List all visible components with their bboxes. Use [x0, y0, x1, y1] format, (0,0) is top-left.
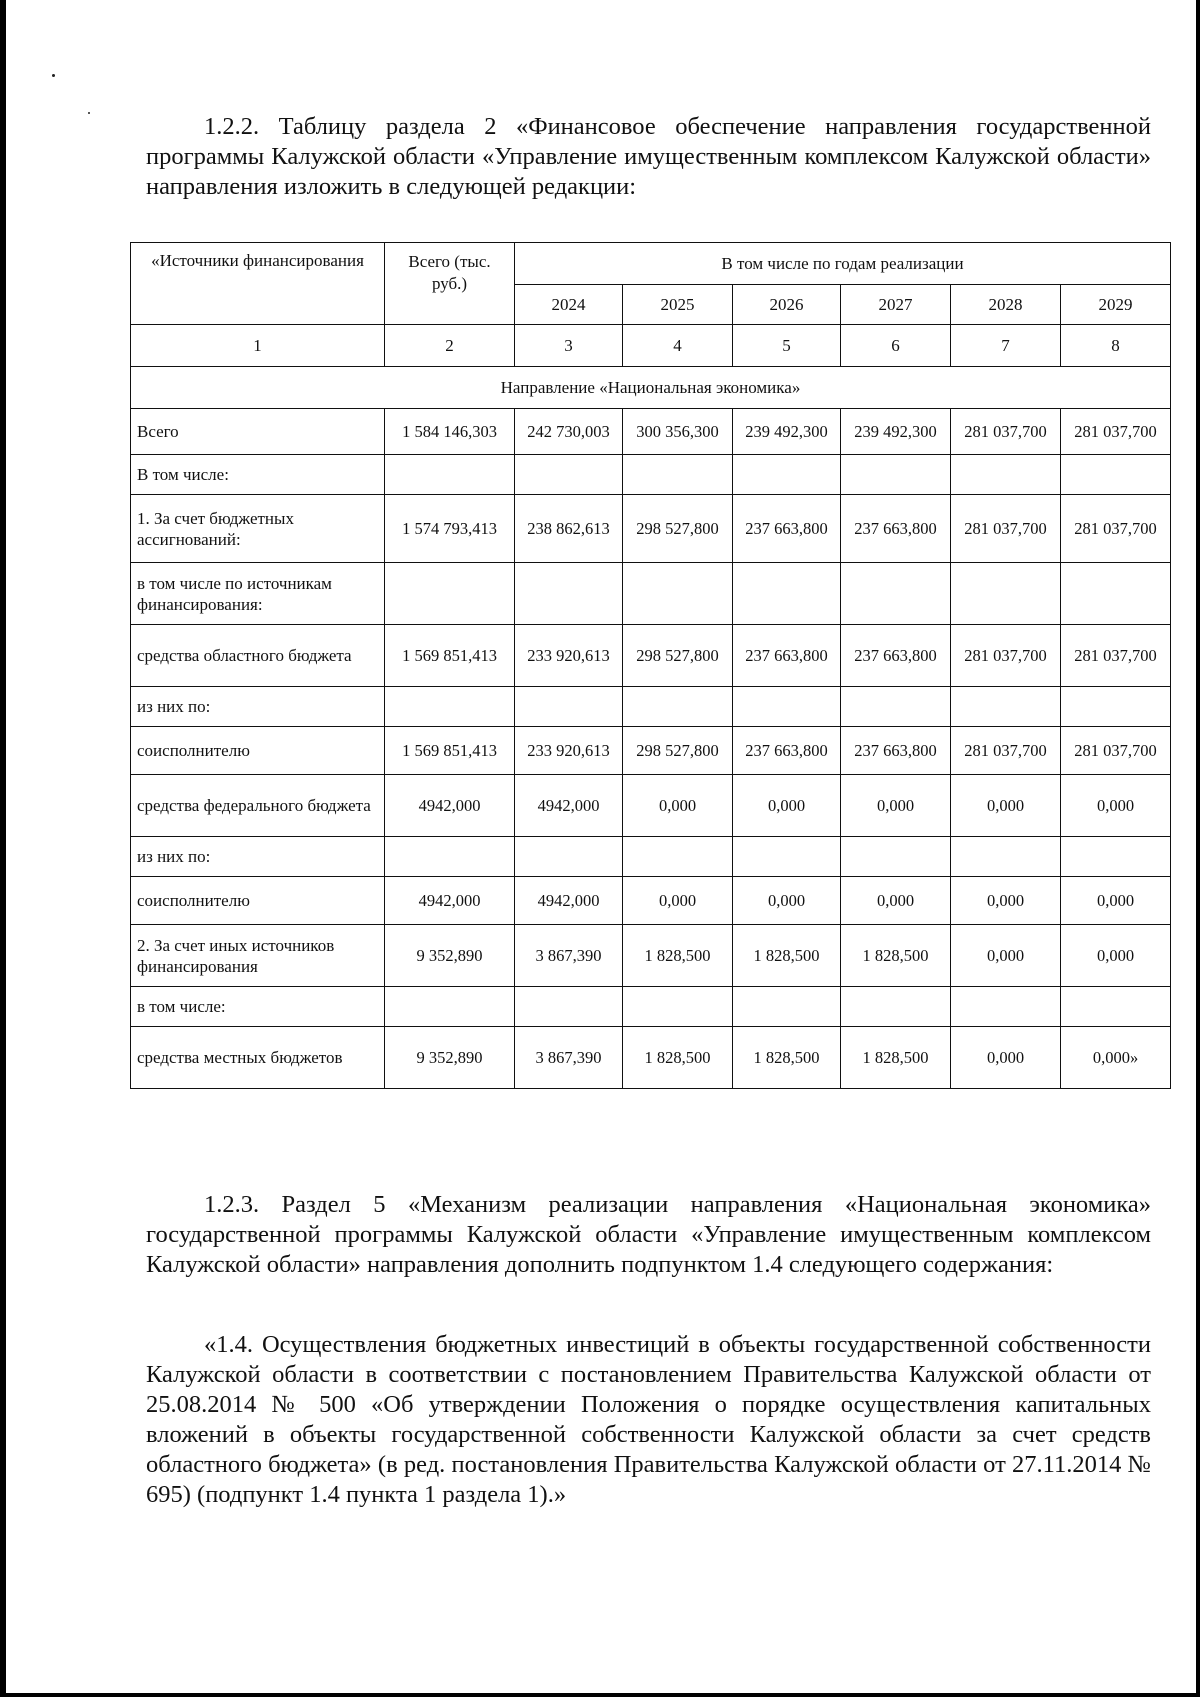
value-cell [733, 687, 841, 727]
value-cell: 237 663,800 [841, 727, 951, 775]
value-cell: 1 828,500 [623, 1027, 733, 1089]
value-cell [733, 837, 841, 877]
value-cell: 281 037,700 [1061, 495, 1171, 563]
scan-speck [88, 112, 90, 114]
value-cell: 4942,000 [385, 775, 515, 837]
column-number: 2 [385, 325, 515, 367]
value-cell: 3 867,390 [515, 925, 623, 987]
value-cell [841, 687, 951, 727]
value-cell [951, 563, 1061, 625]
paragraph-1-2-2: 1.2.2. Таблицу раздела 2 «Финансовое обеспечение направления государственной программы Калужской области «Управление имущественным комплексом Калужской области» направления изложить в следующей редакции: [146, 113, 1151, 200]
value-cell: 281 037,700 [1061, 625, 1171, 687]
value-cell: 0,000 [951, 925, 1061, 987]
year-header: 2028 [951, 285, 1061, 325]
year-header: 2024 [515, 285, 623, 325]
column-number: 1 [131, 325, 385, 367]
column-number: 3 [515, 325, 623, 367]
value-cell [841, 455, 951, 495]
row-label: 1. За счет бюджетных ассигнований: [131, 495, 385, 563]
value-cell [733, 563, 841, 625]
table-row [131, 925, 1171, 987]
value-cell [385, 563, 515, 625]
table-row [131, 625, 1171, 687]
row-label: средства областного бюджета [131, 625, 385, 687]
column-number: 6 [841, 325, 951, 367]
scan-edge-right [1196, 0, 1200, 1697]
scan-edge-left [0, 0, 6, 1697]
row-label: В том числе: [131, 455, 385, 495]
value-cell [841, 837, 951, 877]
table-row [131, 727, 1171, 775]
column-number: 5 [733, 325, 841, 367]
value-cell [951, 455, 1061, 495]
value-cell [515, 837, 623, 877]
value-cell: 281 037,700 [1061, 409, 1171, 455]
value-cell: 0,000» [1061, 1027, 1171, 1089]
row-label: средства федерального бюджета [131, 775, 385, 837]
value-cell: 298 527,800 [623, 625, 733, 687]
value-cell: 0,000 [951, 877, 1061, 925]
table-row [131, 775, 1171, 837]
value-cell: 1 828,500 [623, 925, 733, 987]
row-label: из них по: [131, 837, 385, 877]
column-numbers-row [131, 325, 1171, 367]
value-cell: 239 492,300 [841, 409, 951, 455]
row-label: из них по: [131, 687, 385, 727]
value-cell: 0,000 [623, 877, 733, 925]
value-cell: 237 663,800 [733, 625, 841, 687]
value-cell: 1 569 851,413 [385, 625, 515, 687]
value-cell [385, 687, 515, 727]
value-cell [733, 987, 841, 1027]
value-cell [1061, 455, 1171, 495]
table-row [131, 409, 1171, 455]
value-cell: 9 352,890 [385, 925, 515, 987]
value-cell [385, 987, 515, 1027]
value-cell: 1 574 793,413 [385, 495, 515, 563]
value-cell [515, 563, 623, 625]
value-cell [951, 987, 1061, 1027]
value-cell [623, 455, 733, 495]
row-label: в том числе по источникам финансирования: [131, 563, 385, 625]
value-cell: 281 037,700 [951, 409, 1061, 455]
value-cell: 233 920,613 [515, 727, 623, 775]
value-cell: 3 867,390 [515, 1027, 623, 1089]
column-number: 4 [623, 325, 733, 367]
value-cell [951, 687, 1061, 727]
row-label: соисполнителю [131, 727, 385, 775]
value-cell: 281 037,700 [951, 495, 1061, 563]
value-cell: 233 920,613 [515, 625, 623, 687]
paragraph-1-4-quote: «1.4. Осуществления бюджетных инвестиций в объекты государственной собственности Калужской области в соответствии с постановлением Правительства Калужской области от 25.08.2014 № 500 «Об утверждении Положения о порядке осуществления капитальных вложений в объекты государственной собственности Калужской области за счет средств областного бюджета» (в ред. постановления Правительства Калужской области от 27.11.2014 № 695) (подпункт 1.4 пункта 1 раздела 1).» [146, 1331, 1151, 1508]
value-cell: 237 663,800 [841, 625, 951, 687]
value-cell: 300 356,300 [623, 409, 733, 455]
table-row [131, 687, 1171, 727]
value-cell: 1 828,500 [841, 925, 951, 987]
value-cell: 1 569 851,413 [385, 727, 515, 775]
value-cell: 281 037,700 [951, 625, 1061, 687]
value-cell [1061, 987, 1171, 1027]
table-row [131, 495, 1171, 563]
value-cell: 298 527,800 [623, 495, 733, 563]
value-cell: 237 663,800 [733, 495, 841, 563]
value-cell: 4942,000 [385, 877, 515, 925]
value-cell: 242 730,003 [515, 409, 623, 455]
value-cell [841, 987, 951, 1027]
value-cell: 0,000 [841, 775, 951, 837]
section-title: Направление «Национальная экономика» [131, 367, 1171, 409]
row-label: в том числе: [131, 987, 385, 1027]
value-cell: 238 862,613 [515, 495, 623, 563]
financing-table [130, 242, 1171, 1089]
value-cell: 0,000 [733, 775, 841, 837]
value-cell: 9 352,890 [385, 1027, 515, 1089]
value-cell [623, 987, 733, 1027]
value-cell: 0,000 [733, 877, 841, 925]
value-cell [515, 455, 623, 495]
paragraph-1-2-3: 1.2.3. Раздел 5 «Механизм реализации направления «Национальная экономика» государственной программы Калужской области «Управление имущественным комплексом Калужской области» направления дополнить подпунктом 1.4 следующего содержания: [146, 1191, 1151, 1278]
value-cell [951, 837, 1061, 877]
value-cell: 237 663,800 [841, 495, 951, 563]
value-cell: 0,000 [1061, 877, 1171, 925]
row-label: соисполнителю [131, 877, 385, 925]
value-cell: 1 828,500 [733, 925, 841, 987]
value-cell [515, 687, 623, 727]
value-cell: 298 527,800 [623, 727, 733, 775]
header-total: Всего (тыс. руб.) [385, 243, 515, 325]
value-cell: 1 828,500 [841, 1027, 951, 1089]
table-row [131, 455, 1171, 495]
value-cell: 1 828,500 [733, 1027, 841, 1089]
value-cell: 0,000 [623, 775, 733, 837]
value-cell [385, 455, 515, 495]
value-cell [841, 563, 951, 625]
value-cell [623, 837, 733, 877]
value-cell: 0,000 [951, 1027, 1061, 1089]
value-cell: 4942,000 [515, 775, 623, 837]
value-cell [385, 837, 515, 877]
year-header: 2027 [841, 285, 951, 325]
value-cell: 0,000 [841, 877, 951, 925]
value-cell: 237 663,800 [733, 727, 841, 775]
header-sources: «Источники финансирования [131, 243, 385, 325]
header-by-years: В том числе по годам реализации [515, 243, 1171, 285]
year-header: 2029 [1061, 285, 1171, 325]
year-header: 2025 [623, 285, 733, 325]
value-cell: 1 584 146,303 [385, 409, 515, 455]
value-cell [623, 687, 733, 727]
row-label: средства местных бюджетов [131, 1027, 385, 1089]
value-cell [733, 455, 841, 495]
year-header: 2026 [733, 285, 841, 325]
table-row [131, 837, 1171, 877]
value-cell: 4942,000 [515, 877, 623, 925]
value-cell [515, 987, 623, 1027]
value-cell: 0,000 [951, 775, 1061, 837]
table-row [131, 563, 1171, 625]
table-row [131, 1027, 1171, 1089]
row-label: Всего [131, 409, 385, 455]
row-label: 2. За счет иных источников финансирования [131, 925, 385, 987]
value-cell: 239 492,300 [733, 409, 841, 455]
value-cell: 281 037,700 [1061, 727, 1171, 775]
column-number: 8 [1061, 325, 1171, 367]
value-cell [1061, 837, 1171, 877]
value-cell: 0,000 [1061, 925, 1171, 987]
scan-speck [52, 74, 55, 77]
value-cell [1061, 687, 1171, 727]
value-cell: 0,000 [1061, 775, 1171, 837]
value-cell [1061, 563, 1171, 625]
value-cell [623, 563, 733, 625]
table-row [131, 877, 1171, 925]
scan-edge-bottom [0, 1693, 1200, 1697]
value-cell: 281 037,700 [951, 727, 1061, 775]
column-number: 7 [951, 325, 1061, 367]
table-row [131, 987, 1171, 1027]
